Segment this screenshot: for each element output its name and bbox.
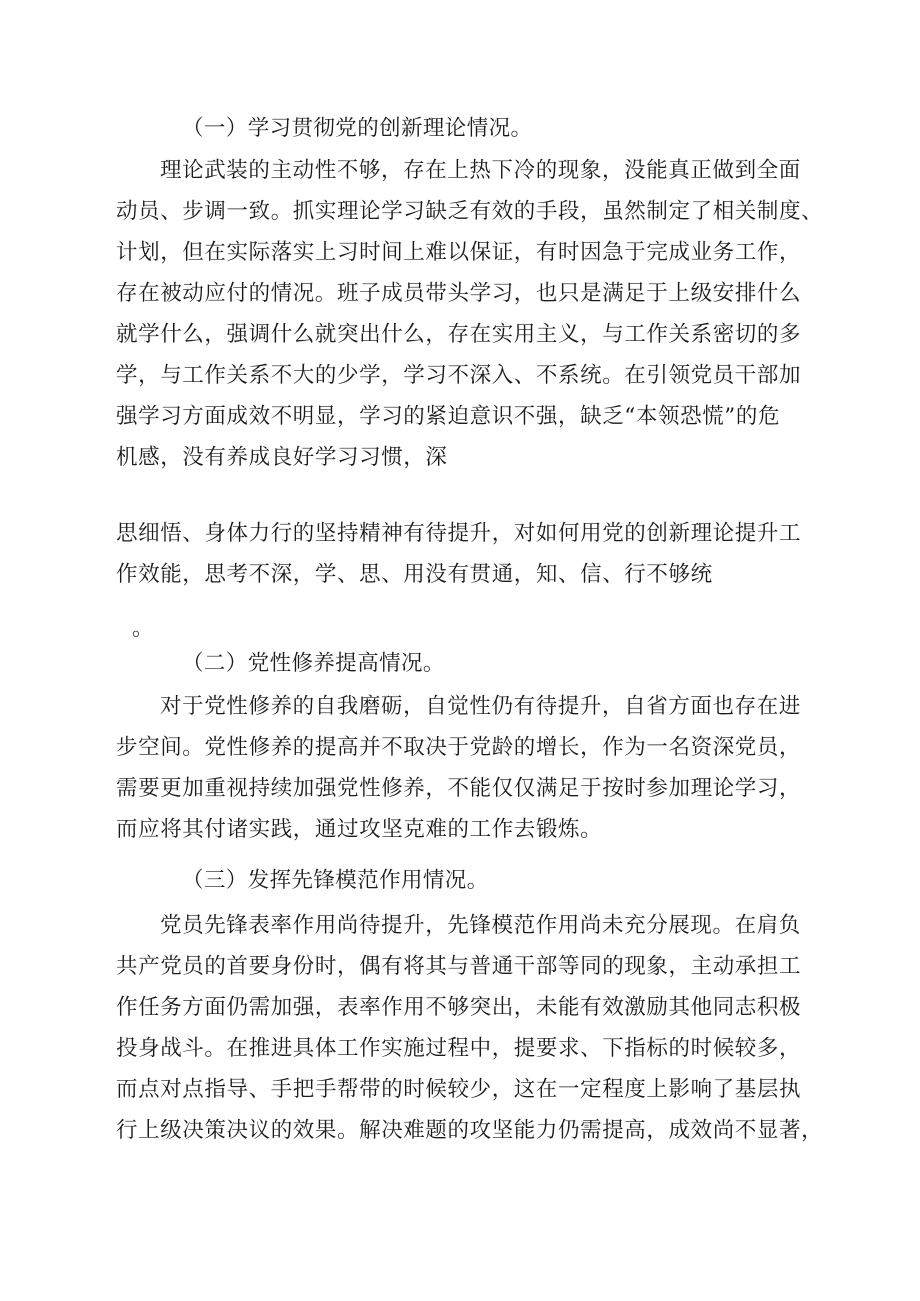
paragraph-line: 思细悟、身体力行的坚持精神有待提升，对如何用党的创新理论提升工 bbox=[116, 521, 802, 546]
paragraph-line: 就学什么，强调什么就突出什么，存在实用主义，与工作关系密切的多 bbox=[116, 322, 802, 347]
paragraph-line: 存在被动应付的情况。班子成员带头学习，也只是满足于上级安排什么 bbox=[116, 281, 802, 306]
paragraph-line: 作效能，思考不深，学、思、用没有贯通，知、信、行不够统 bbox=[116, 562, 713, 587]
paragraph-line: 投身战斗。在推进具体工作实施过程中，提要求、下指标的时候较多， bbox=[116, 1036, 802, 1061]
paragraph-line: 动员、步调一致。抓实理论学习缺乏有效的手段，虽然制定了相关制度、 bbox=[116, 199, 824, 224]
paragraph-line: 机感，没有养成良好学习习惯，深 bbox=[116, 445, 448, 470]
paragraph-line: 对于党性修养的自我磨砺，自觉性仍有待提升，自省方面也存在进 bbox=[160, 694, 801, 719]
paragraph-line: 而应将其付诸实践，通过攻坚克难的工作去锻炼。 bbox=[116, 817, 603, 842]
paragraph-line: 行上级决策决议的效果。解决难题的攻坚能力仍需提高，成效尚不显著， bbox=[116, 1118, 824, 1143]
paragraph-line: 而点对点指导、手把手帮带的时候较少，这在一定程度上影响了基层执 bbox=[116, 1077, 802, 1102]
paragraph-line: 计划，但在实际落实上习时间上难以保证，有时因急于完成业务工作， bbox=[116, 240, 802, 265]
paragraph-line: 理论武装的主动性不够，存在上热下冷的现象，没能真正做到全面 bbox=[160, 158, 801, 183]
paragraph-line: 需要更加重视持续加强党性修养，不能仅仅满足于按时参加理论学习， bbox=[116, 776, 802, 801]
paragraph-line: 强学习方面成效不明显，学习的紧迫意识不强，缺乏“本领恐慌”的危 bbox=[116, 404, 781, 429]
paragraph-line: 共产党员的首要身份时，偶有将其与普通干部等同的现象，主动承担工 bbox=[116, 954, 802, 979]
section-heading-3: （三）发挥先锋模范作用情况。 bbox=[182, 868, 489, 893]
paragraph-line: 作任务方面仍需加强，表率作用不够突出，未能有效激励其他同志积极 bbox=[116, 995, 802, 1020]
paragraph-line: 学，与工作关系不大的少学，学习不深入、不系统。在引领党员干部加 bbox=[116, 363, 802, 388]
paragraph-line: 党员先锋表率作用尚待提升，先锋模范作用尚未充分展现。在肩负 bbox=[160, 913, 801, 938]
paragraph-line: 步空间。党性修养的提高并不取决于党龄的增长，作为一名资深党员， bbox=[116, 735, 802, 760]
section-heading-2: （二）党性修养提高情况。 bbox=[182, 651, 445, 676]
paragraph-line: 。 bbox=[132, 616, 155, 641]
section-heading-1: （一）学习贯彻党的创新理论情况。 bbox=[182, 116, 533, 141]
